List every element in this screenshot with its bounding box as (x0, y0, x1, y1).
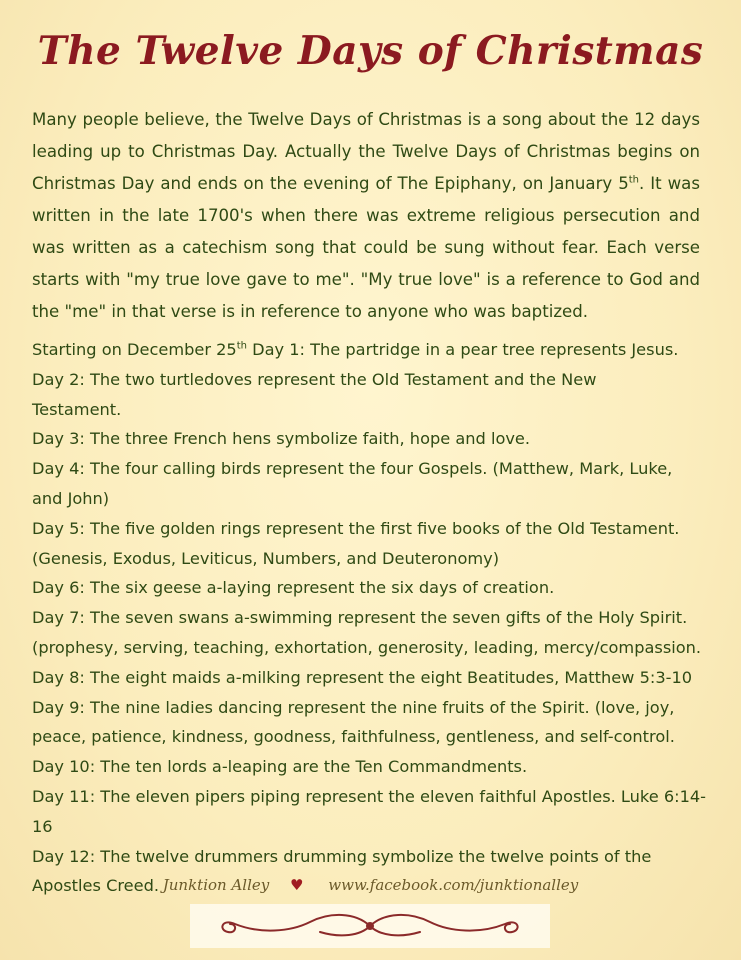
day-line: Day 3: The three French hens symbolize faith, hope and love. (32, 429, 531, 449)
day-line: and John) (32, 488, 110, 508)
day1-superscript: th (236, 340, 247, 352)
day-line: Apostles Creed. (32, 876, 160, 896)
day-line: peace, patience, kindness, goodness, faithfulness, gentleness, and self-control. (32, 727, 675, 747)
intro-superscript: th (628, 174, 640, 186)
day-line: Testament. (32, 399, 122, 419)
page-title: The Twelve Days of Christmas (37, 28, 704, 74)
day1-text-end: Day 1: The partridge in a pear tree represents Jesus. (246, 340, 679, 359)
intro-text-start: Many people believe, the Twelve Days of Christmas is a song about the 12 days leading up to Christmas Day. Actually the Twelve Days of Christmas begins on Christmas Day and ends on the evening of The Epiphany, on January 5 (32, 110, 700, 193)
day-line: Day 2: The two turtledoves represent the Old Testament and the New (32, 369, 597, 389)
flourish-ornament (190, 904, 550, 948)
day-line: Day 6: The six geese a-laying represent the six days of creation. (32, 578, 555, 598)
day-line: Day 9: The nine ladies dancing represent the nine fruits of the Spirit. (love, joy, (32, 697, 675, 717)
day-line: Day 8: The eight maids a-milking represent the eight Beatitudes, Matthew 5:3-10 (32, 667, 693, 687)
footer (0, 876, 741, 894)
day-line: Day 4: The four calling birds represent the four Gospels. (Matthew, Mark, Luke, (32, 459, 673, 479)
day-line: Day 7: The seven swans a-swimming represent the seven gifts of the Holy Spirit. (32, 608, 688, 628)
day-line: (Genesis, Exodus, Leviticus, Numbers, and Deuteronomy) (32, 548, 500, 568)
intro-paragraph (32, 104, 700, 328)
intro-text-end: . It was written in the late 1700's when there was extreme religious persecution and was written as a catechism song that could be sung without fear. Each verse starts with "my true love gave to me". "My true love" is a reference to God and the "me" in that verse is in reference to anyone who was baptized. (32, 174, 700, 321)
day-line: Day 12: The twelve drummers drumming symbolize the twelve points of the (32, 846, 652, 866)
heart-icon: ♥ (290, 876, 304, 894)
day-line: Day 5: The five golden rings represent the first five books of the Old Testament. (32, 518, 680, 538)
day-line: Day 11: The eleven pipers piping represent the eleven faithful Apostles. Luke 6:14-16 (32, 786, 707, 836)
facebook-link[interactable]: www.facebook.com/junktionalley (328, 876, 579, 894)
brand-name: Junktion Alley (162, 876, 270, 894)
day-line: (prophesy, serving, teaching, exhortation, generosity, leading, mercy/compassion. (32, 637, 702, 657)
day-line: Day 10: The ten lords a-leaping are the Ten Commandments. (32, 757, 528, 777)
day-line (32, 335, 707, 365)
day1-text-start: Starting on December 25 (32, 340, 237, 359)
days-list (32, 335, 707, 901)
